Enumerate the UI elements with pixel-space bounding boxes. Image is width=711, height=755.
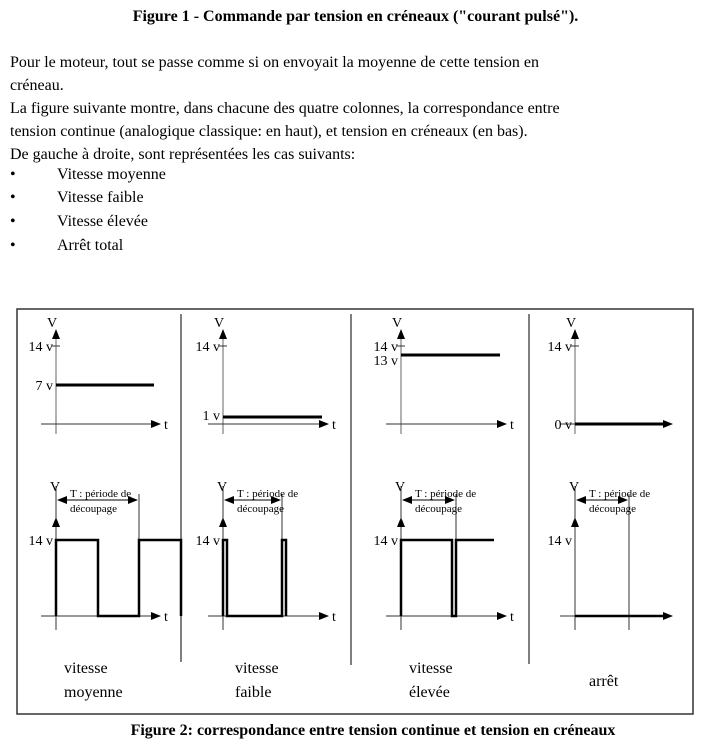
- column-caption: moyenne: [64, 684, 123, 701]
- t-axis-label: t: [164, 418, 168, 433]
- column-caption: faible: [235, 684, 272, 701]
- column-caption: élevée: [409, 684, 450, 701]
- v-axis-label: V: [568, 480, 580, 495]
- figure-2-title: Figure 2: correspondance entre tension continue et tension en créneaux: [130, 722, 616, 739]
- bullet-item: Vitesse élevée: [57, 213, 148, 230]
- period-label: découpage: [237, 503, 285, 515]
- dc-value-label: 7 v: [35, 379, 53, 394]
- v-axis-label: V: [213, 316, 225, 331]
- pwm-waveform: [56, 540, 181, 616]
- bullet-icon: •: [10, 189, 16, 206]
- t-axis-label: t: [510, 418, 514, 433]
- period-label: T : période de: [237, 488, 299, 500]
- v-axis-label: V: [394, 480, 406, 495]
- bullet-icon: •: [10, 213, 16, 230]
- max-voltage-label: 14 v: [547, 340, 572, 355]
- max-voltage-label: 14 v: [195, 340, 220, 355]
- paragraph-line: créneau.: [10, 77, 64, 94]
- v-axis-label: V: [46, 316, 58, 331]
- figure-1-title: Figure 1 - Commande par tension en créneaux ("courant pulsé").: [132, 8, 579, 25]
- v-axis-label: V: [216, 480, 228, 495]
- v-axis-label: V: [391, 316, 403, 331]
- column-caption: vitesse: [64, 660, 108, 677]
- max-voltage-label: 14 v: [28, 534, 53, 549]
- dc-value-label: 0 v: [554, 418, 572, 433]
- t-axis-label: t: [332, 610, 336, 625]
- bullet-icon: •: [10, 237, 16, 254]
- t-axis-label: t: [510, 610, 514, 625]
- period-label: T : période de: [70, 488, 132, 500]
- period-label: découpage: [415, 503, 463, 515]
- period-label: découpage: [589, 503, 637, 515]
- t-axis-label: t: [164, 610, 168, 625]
- max-voltage-label: 14 v: [373, 534, 398, 549]
- max-voltage-label: 14 v: [547, 534, 572, 549]
- v-axis-label: V: [49, 480, 61, 495]
- period-label: découpage: [70, 503, 118, 515]
- bullet-item: Vitesse faible: [57, 189, 144, 206]
- paragraph-line: Pour le moteur, tout se passe comme si on envoyait la moyenne de cette tension en: [10, 54, 539, 71]
- paragraph-line: tension continue (analogique classique: en haut), et tension en créneaux (en bas).: [10, 123, 528, 140]
- pwm-waveform: [223, 540, 286, 616]
- max-voltage-label: 14 v: [373, 340, 398, 355]
- bullet-item: Vitesse moyenne: [57, 166, 166, 183]
- dc-value-label: 1 v: [202, 409, 220, 424]
- period-label: T : période de: [415, 488, 477, 500]
- bullet-item: Arrêt total: [57, 237, 124, 254]
- t-axis-label: t: [332, 418, 336, 433]
- bullet-icon: •: [10, 166, 16, 183]
- v-axis-label: V: [565, 316, 577, 331]
- paragraph-line: De gauche à droite, sont représentées les cas suivants:: [10, 146, 356, 163]
- dc-value-label: 13 v: [373, 354, 398, 369]
- pwm-waveform: [401, 540, 494, 616]
- max-voltage-label: 14 v: [195, 534, 220, 549]
- column-caption: arrêt: [589, 673, 619, 690]
- period-label: T : période de: [589, 488, 651, 500]
- column-caption: vitesse: [409, 660, 453, 677]
- column-caption: vitesse: [235, 660, 279, 677]
- paragraph-line: La figure suivante montre, dans chacune des quatre colonnes, la correspondance entre: [10, 100, 560, 117]
- max-voltage-label: 14 v: [28, 340, 53, 355]
